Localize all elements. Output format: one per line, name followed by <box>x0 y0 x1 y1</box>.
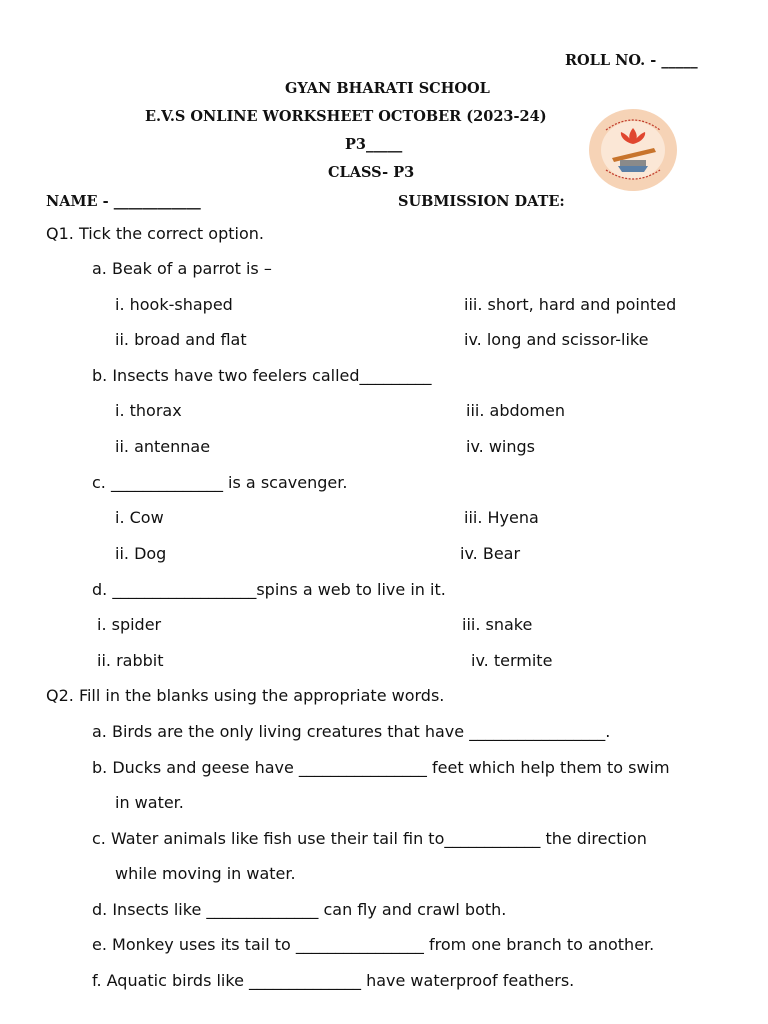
worksheet-title: E.V.S ONLINE WORKSHEET OCTOBER (2023-24) <box>145 108 547 125</box>
q1a-option-3: iii. short, hard and pointed <box>464 295 677 314</box>
q1c-option-2: ii. Dog <box>115 544 167 563</box>
q1c-option-1: i. Cow <box>115 508 164 527</box>
q2-title: Q2. Fill in the blanks using the appropriate words. <box>46 686 445 705</box>
section-line: P3_____ <box>345 136 403 153</box>
q2c-line2: while moving in water. <box>115 864 296 883</box>
q1a-option-2: ii. broad and flat <box>115 330 247 349</box>
q1b-stem: b. Insects have two feelers called_________ <box>92 366 432 385</box>
q1b-option-3: iii. abdomen <box>466 401 565 420</box>
q1b-option-2: ii. antennae <box>115 437 211 456</box>
q1d-option-3: iii. snake <box>462 615 533 634</box>
name-field: NAME - ____________ <box>46 193 201 210</box>
q1d-option-1: i. spider <box>97 615 162 634</box>
q2f: f. Aquatic birds like ______________ have waterproof feathers. <box>92 971 575 990</box>
q2b-line1: b. Ducks and geese have ________________ feet which help them to swim <box>92 758 670 777</box>
q1b-option-1: i. thorax <box>115 401 182 420</box>
submission-date: SUBMISSION DATE: <box>398 193 565 210</box>
q1c-stem: c. ______________ is a scavenger. <box>92 473 348 492</box>
q2e: e. Monkey uses its tail to ________________ from one branch to another. <box>92 935 655 954</box>
q2b-line2: in water. <box>115 793 184 812</box>
q1c-option-3: iii. Hyena <box>464 508 539 527</box>
q1b-option-4: iv. wings <box>466 437 536 456</box>
class-line: CLASS- P3 <box>328 164 415 181</box>
q1-title: Q1. Tick the correct option. <box>46 224 264 243</box>
q1d-option-2: ii. rabbit <box>97 651 164 670</box>
q1d-option-4: iv. termite <box>471 651 553 670</box>
school-emblem-icon <box>588 108 678 192</box>
q1a-option-1: i. hook-shaped <box>115 295 233 314</box>
school-name: GYAN BHARATI SCHOOL <box>285 80 490 97</box>
q1c-option-4: iv. Bear <box>460 544 521 563</box>
q1d-stem: d. __________________spins a web to live in it. <box>92 580 446 599</box>
roll-no: ROLL NO. - _____ <box>565 52 698 69</box>
q2d: d. Insects like ______________ can fly and crawl both. <box>92 900 507 919</box>
q2c-line1: c. Water animals like fish use their tail fin to____________ the direction <box>92 829 647 848</box>
q2a: a. Birds are the only living creatures that have _________________. <box>92 722 611 741</box>
q1a-option-4: iv. long and scissor-like <box>464 330 649 349</box>
q1a-stem: a. Beak of a parrot is – <box>92 259 272 278</box>
